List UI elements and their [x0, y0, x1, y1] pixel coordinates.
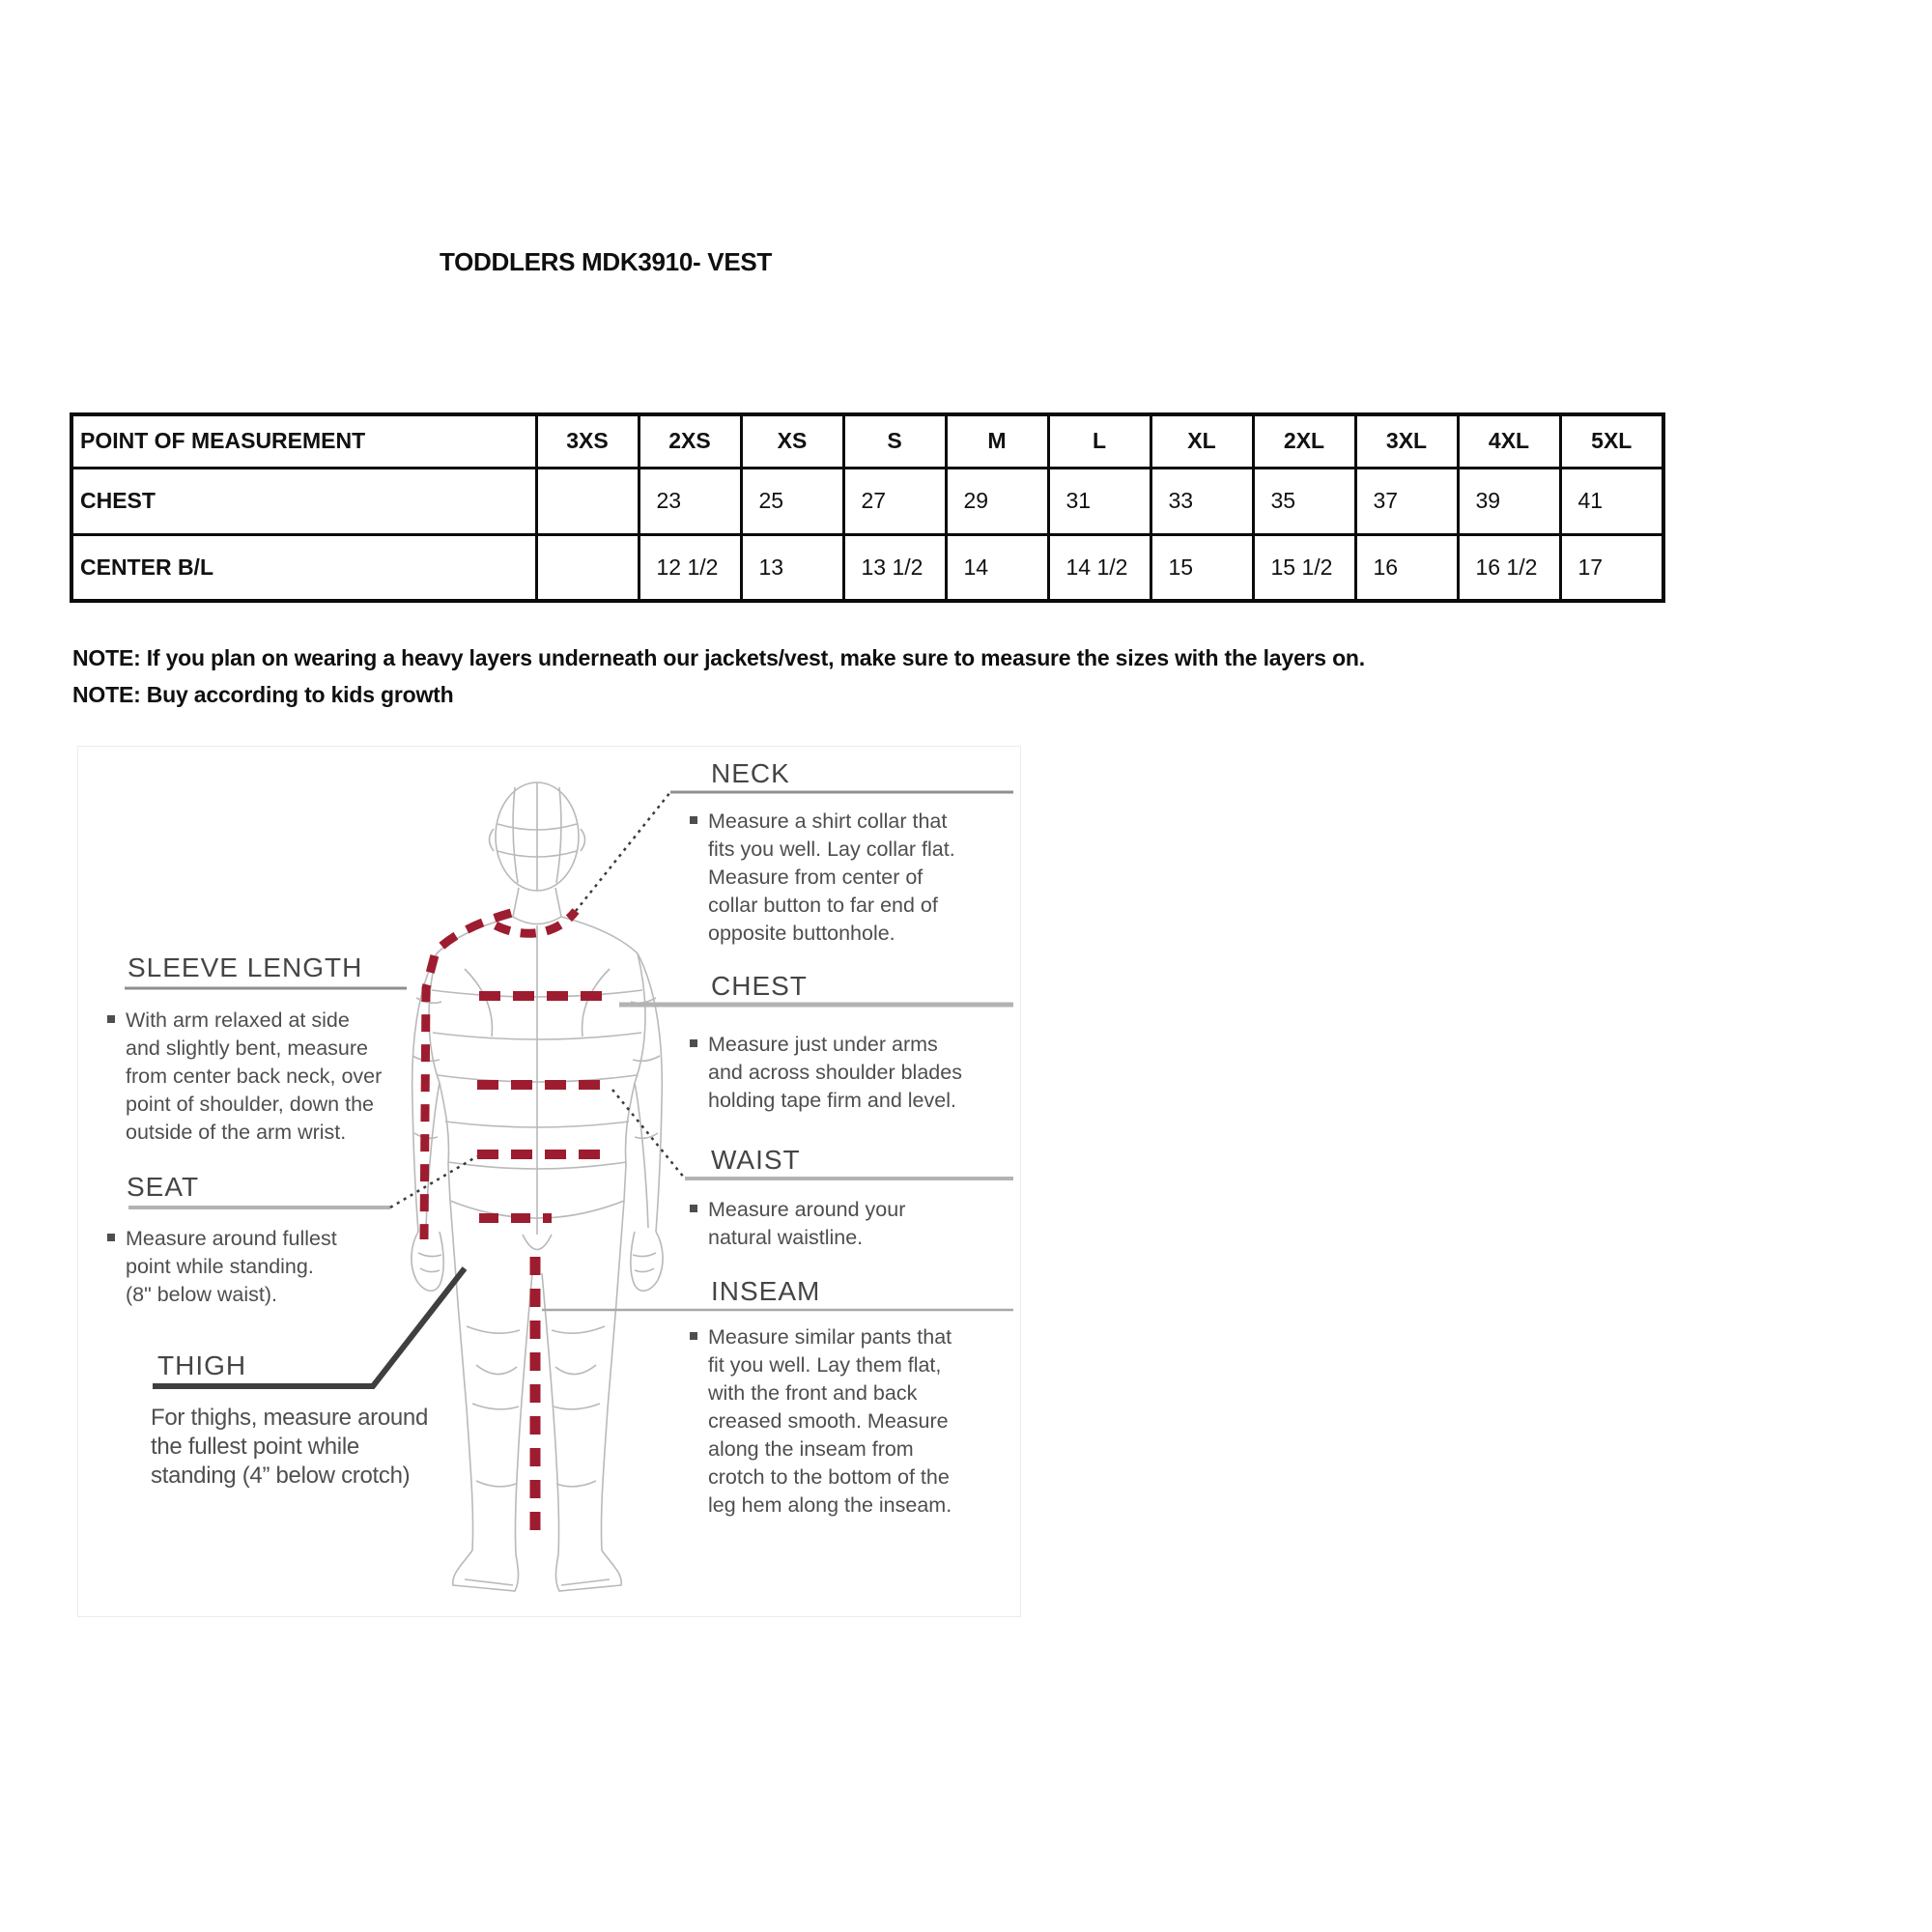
inseam-line: fit you well. Lay them flat,	[708, 1353, 942, 1377]
table-cell: 33	[1151, 468, 1253, 534]
table-cell: 39	[1458, 468, 1560, 534]
waist-section-text	[690, 1196, 905, 1252]
page-title: TODDLERS MDK3910- VEST	[440, 247, 772, 276]
body-figure	[412, 782, 663, 1591]
inseam-line: creased smooth. Measure	[708, 1409, 949, 1433]
column-header: POINT OF MEASUREMENT	[71, 414, 536, 468]
seat-section-heading: SEAT	[127, 1172, 200, 1202]
seat-section-text	[107, 1225, 337, 1309]
note-growth: NOTE: Buy according to kids growth	[72, 682, 454, 707]
sleeve-line: outside of the arm wrist.	[126, 1121, 347, 1144]
row-label: CHEST	[71, 468, 536, 534]
sleeve-line: and slightly bent, measure	[126, 1037, 368, 1060]
table-cell: 15	[1151, 534, 1253, 601]
table-cell: 14	[946, 534, 1048, 601]
table-cell: 13	[741, 534, 843, 601]
neck-section-heading: NECK	[711, 758, 790, 788]
thigh-line: the fullest point while	[151, 1434, 359, 1460]
table-cell: 25	[741, 468, 843, 534]
chest-section-heading: CHEST	[711, 971, 808, 1001]
table-cell: 29	[946, 468, 1048, 534]
chest-line: and across shoulder blades	[708, 1061, 962, 1084]
table-header-row	[71, 414, 1663, 468]
sleeve-line: With arm relaxed at side	[126, 1009, 350, 1032]
sleeve-line: from center back neck, over	[126, 1065, 383, 1088]
inseam-section-text	[690, 1323, 952, 1520]
waist-connector	[612, 1090, 685, 1179]
column-header: 5XL	[1560, 414, 1663, 468]
table-cell: 31	[1048, 468, 1151, 534]
bullet-icon	[107, 1234, 115, 1241]
neck-line: fits you well. Lay collar flat.	[708, 838, 955, 861]
chest-line: holding tape firm and level.	[708, 1089, 956, 1112]
table-cell	[536, 534, 639, 601]
chest-line: Measure just under arms	[708, 1033, 938, 1056]
measurement-diagram	[77, 746, 1021, 1617]
thigh-line: For thighs, measure around	[151, 1405, 429, 1431]
seat-line: (8" below waist).	[126, 1283, 277, 1306]
table-cell: 35	[1253, 468, 1355, 534]
inseam-section-heading: INSEAM	[711, 1276, 821, 1306]
note-layers: NOTE: If you plan on wearing a heavy layers underneath our jackets/vest, make sure to measure the sizes with the layers on.	[72, 645, 1365, 670]
neck-line: Measure a shirt collar that	[708, 810, 948, 833]
inseam-line: Measure similar pants that	[708, 1325, 952, 1349]
thigh-section-heading: THIGH	[157, 1350, 247, 1380]
neck-line: collar button to far end of	[708, 894, 938, 917]
waist-line: Measure around your	[708, 1198, 906, 1221]
table-cell: 16	[1355, 534, 1458, 601]
table-cell: 23	[639, 468, 741, 534]
column-header: 2XS	[639, 414, 741, 468]
neck-connector	[576, 792, 670, 911]
neck-section-text	[690, 808, 955, 948]
column-header: 3XS	[536, 414, 639, 468]
table-cell: 16 1/2	[1458, 534, 1560, 601]
inseam-line: along the inseam from	[708, 1437, 914, 1461]
seat-line: point while standing.	[126, 1255, 314, 1278]
bullet-icon	[690, 816, 697, 824]
bullet-icon	[690, 1332, 697, 1340]
table-cell: 17	[1560, 534, 1663, 601]
sleeve-length-section-text	[107, 1007, 382, 1147]
bullet-icon	[690, 1039, 697, 1047]
column-header: 3XL	[1355, 414, 1458, 468]
seat-connector	[390, 1156, 477, 1208]
chest-section-text	[690, 1031, 962, 1115]
column-header: XL	[1151, 414, 1253, 468]
table-row	[71, 534, 1663, 601]
table-cell: 15 1/2	[1253, 534, 1355, 601]
column-header: M	[946, 414, 1048, 468]
table-cell: 14 1/2	[1048, 534, 1151, 601]
column-header: 2XL	[1253, 414, 1355, 468]
seat-line: Measure around fullest	[126, 1227, 337, 1250]
table-row	[71, 468, 1663, 534]
waist-section-heading: WAIST	[711, 1145, 801, 1175]
table-cell: 41	[1560, 468, 1663, 534]
column-header: XS	[741, 414, 843, 468]
column-header: L	[1048, 414, 1151, 468]
column-header: S	[843, 414, 946, 468]
table-cell: 13 1/2	[843, 534, 946, 601]
bullet-icon	[107, 1015, 115, 1023]
thigh-line: standing (4” below crotch)	[151, 1463, 411, 1489]
bullet-icon	[690, 1205, 697, 1212]
sleeve-length-section-heading: SLEEVE LENGTH	[128, 952, 363, 982]
neck-line: opposite buttonhole.	[708, 922, 895, 945]
table-cell: 37	[1355, 468, 1458, 534]
table-cell: 12 1/2	[639, 534, 741, 601]
neck-line: Measure from center of	[708, 866, 923, 889]
size-chart-table	[70, 412, 1665, 603]
inseam-line: with the front and back	[708, 1381, 918, 1405]
row-label: CENTER B/L	[71, 534, 536, 601]
sleeve-line: point of shoulder, down the	[126, 1093, 374, 1116]
inseam-line: crotch to the bottom of the	[708, 1465, 950, 1489]
table-cell: 27	[843, 468, 946, 534]
column-header: 4XL	[1458, 414, 1560, 468]
inseam-line: leg hem along the inseam.	[708, 1493, 952, 1517]
waist-line: natural waistline.	[708, 1226, 864, 1249]
thigh-section-text	[151, 1404, 428, 1491]
table-cell	[536, 468, 639, 534]
